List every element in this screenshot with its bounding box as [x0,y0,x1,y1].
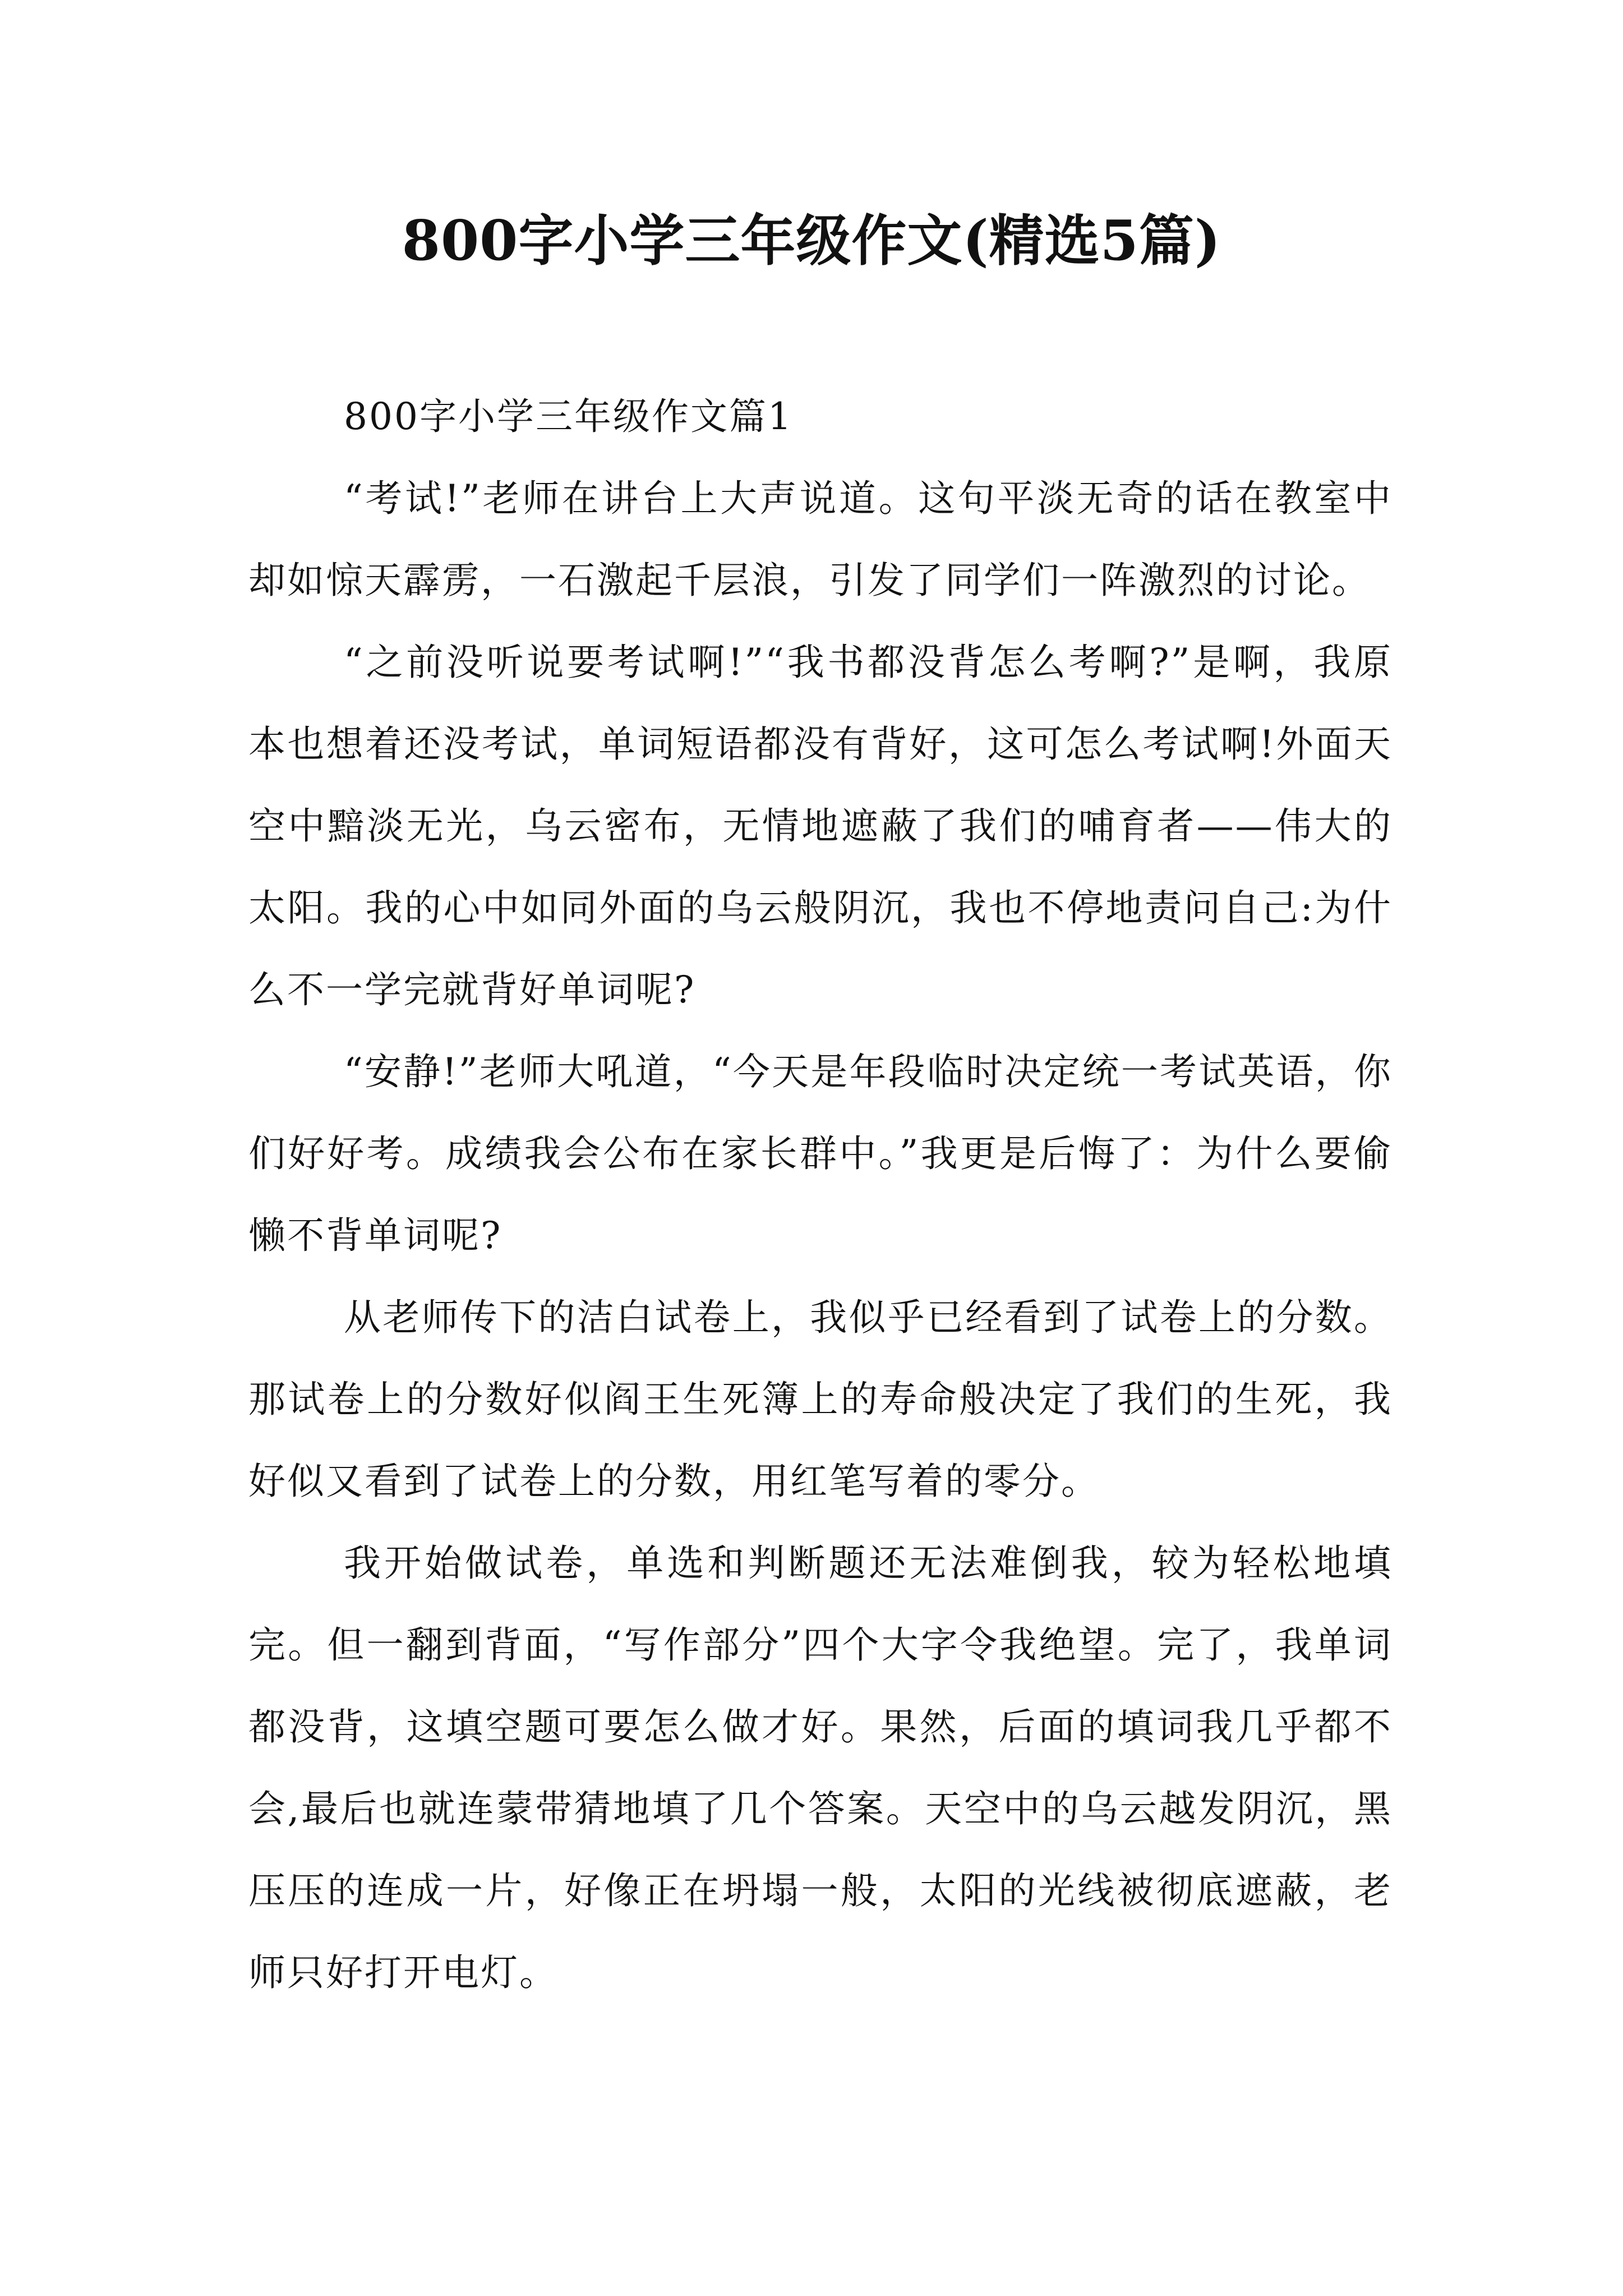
paragraph-2: “之前没听说要考试啊!”“我书都没背怎么考啊?”是啊，我原本也想着还没考试，单词短语都没有背好，这可怎么考试啊!外面天空中黯淡无光，乌云密布，无情地遮蔽了我们的哺育者——伟大的太阳。我的心中如同外面的乌云般阴沉，我也不停地责问自己:为什么不一学完就背好单词呢? [248,641,1393,1011]
paragraph-1: “考试!”老师在讲台上大声说道。这句平淡无奇的话在教室中却如惊天霹雳，一石激起千层浪，引发了同学们一阵激烈的讨论。 [248,477,1393,602]
paragraph-4: 从老师传下的洁白试卷上，我似乎已经看到了试卷上的分数。那试卷上的分数好似阎王生死簿上的寿命般决定了我们的生死，我好似又看到了试卷上的分数，用红笔写着的零分。 [248,1296,1393,1503]
document-body [248,376,1393,2014]
paragraph-3: “安静!”老师大吼道，“今天是年段临时决定统一考试英语，你们好好考。成绩我会公布在家长群中。”我更是后悔了：为什么要偷懒不背单词呢? [248,1050,1393,1257]
section-heading: 800字小学三年级作文篇1 [344,395,793,438]
document-title: 800字小学三年级作文(精选5篇) [402,209,1221,273]
paragraph-5: 我开始做试卷，单选和判断题还无法难倒我，较为轻松地填完。但一翻到背面，“写作部分”四个大字令我绝望。完了，我单词都没背，这填空题可要怎么做才好。果然，后面的填词我几乎都不会,最后也就连蒙带猜地填了几个答案。天空中的乌云越发阴沉，黑压压的连成一片，好像正在坍塌一般，太阳的光线被彻底遮蔽，老师只好打开电灯。 [248,1542,1393,1994]
